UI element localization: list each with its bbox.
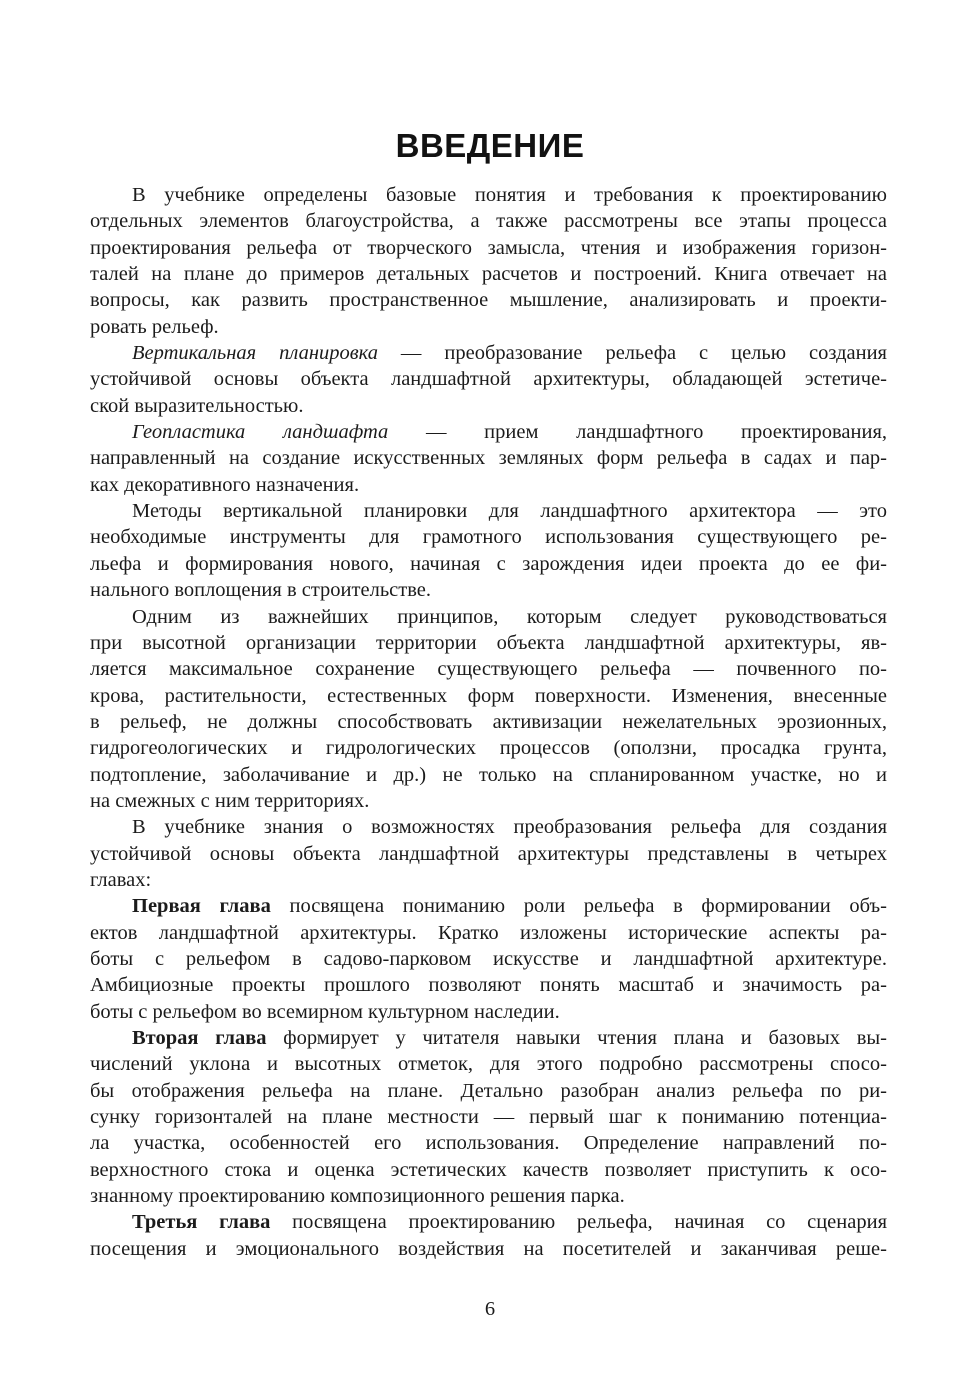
text-line [90, 630, 887, 656]
text-line [90, 314, 887, 340]
text-line [90, 577, 887, 603]
text-segment-normal: льефа и формирования нового, начиная с зарождения идеи проекта до ее фи- [90, 552, 887, 575]
text-line [90, 1236, 887, 1262]
text-segment-normal: ках декоративного назначения. [90, 473, 360, 496]
text-line [90, 1078, 887, 1104]
text-segment-normal: при высотной организации территории объекта ландшафтной архитектуры, яв- [90, 631, 887, 654]
text-line [90, 709, 887, 735]
text-segment-normal: верхностного стока и оценка эстетических качеств позволяет приступить к осо- [90, 1158, 887, 1181]
paragraph [90, 498, 887, 603]
text-line [90, 1183, 887, 1209]
text-segment-normal: — преобразование рельефа с целью создания [377, 342, 887, 365]
text-segment-normal: посвящена проектированию рельефа, начиная со сценария [270, 1211, 888, 1234]
text-segment-normal: боты с рельефом в садово-парковом искусстве и ландшафтной архитектуре. [90, 947, 887, 970]
text-line [90, 551, 887, 577]
text-line [90, 524, 887, 550]
text-line [90, 1051, 887, 1077]
text-line [90, 841, 887, 867]
paragraph [90, 1025, 887, 1209]
text-segment-normal: формирует у читателя навыки чтения плана и базовых вы- [266, 1027, 887, 1049]
text-segment-normal: устойчивой основы объекта ландшафтной архитектуры, обладающей эстетиче- [90, 368, 887, 391]
text-segment-normal: нального воплощения в строительстве. [90, 579, 432, 602]
paragraph [90, 340, 887, 419]
text-line [90, 235, 887, 261]
text-segment-normal: посещения и эмоционального воздействия на посетителей и заканчивая реше- [90, 1237, 887, 1260]
text-line [90, 1157, 887, 1183]
text-segment-normal: вопросы, как развить пространственное мышление, анализировать и проекти- [90, 289, 887, 312]
text-line [90, 893, 887, 919]
text-line [90, 445, 887, 471]
text-segment-normal: направленный на создание искусственных земляных форм рельефа в садах и пар- [90, 447, 887, 470]
text-segment-normal: необходимые инструменты для грамотного использования существующего ре- [90, 526, 887, 549]
text-line [90, 972, 887, 998]
text-segment-normal: ла участка, особенностей его использования. Определение направлений по- [90, 1132, 887, 1155]
text-line [90, 498, 887, 524]
text-line [90, 604, 887, 630]
text-segment-italic: Вертикальная планировка [132, 342, 378, 365]
text-line [90, 683, 887, 709]
text-segment-normal: ляется максимальное сохранение существующего рельефа — почвенного по- [90, 658, 887, 681]
paragraph [90, 182, 887, 340]
paragraph [90, 893, 887, 1025]
text-segment-normal: гидрогеологических и гидрологических процессов (оползни, просадка грунта, [90, 737, 887, 760]
text-segment-normal: крова, растительности, естественных форм поверхности. Изменения, внесенные [90, 684, 887, 707]
text-segment-normal: подтопление, заболачивание и др.) не только на спланированном участке, но и [90, 763, 887, 786]
text-segment-normal: сунку горизонталей на плане местности — первый шаг к пониманию потенциа- [90, 1106, 887, 1129]
text-line [90, 261, 887, 287]
text-segment-normal: устойчивой основы объекта ландшафтной архитектуры представлены в четырех [90, 842, 887, 865]
text-segment-normal: ровать рельеф. [90, 315, 219, 338]
paragraph [90, 814, 887, 893]
text-segment-normal: В учебнике определены базовые понятия и требования к проектированию [132, 184, 887, 206]
text-line [90, 340, 887, 366]
text-segment-normal: отдельных элементов благоустройства, а также рассмотрены все этапы процесса [90, 210, 887, 233]
paragraph [90, 419, 887, 498]
text-segment-bold: Вторая глава [132, 1027, 267, 1049]
text-segment-bold: Первая глава [132, 895, 271, 918]
text-line [90, 867, 887, 893]
text-segment-bold: Третья глава [132, 1211, 271, 1234]
page-title: ВВЕДЕНИЕ [395, 127, 585, 164]
text-segment-normal: талей на плане до примеров детальных расчетов и построений. Книга отвечает на [90, 263, 887, 286]
text-segment-normal: бы отображения рельефа на плане. Детально разобран анализ рельефа по ри- [90, 1079, 887, 1102]
text-line [90, 472, 887, 498]
text-segment-normal: посвящена пониманию роли рельефа в формировании объ- [270, 895, 887, 918]
text-segment-normal: знанному проектированию композиционного решения парка. [90, 1185, 625, 1208]
text-line [90, 735, 887, 761]
text-line [90, 1209, 887, 1235]
text-line [90, 1104, 887, 1130]
page-number: 6 [484, 1298, 496, 1320]
text-line [90, 182, 887, 208]
text-line [90, 419, 887, 445]
text-line [90, 920, 887, 946]
text-segment-normal: — прием ландшафтного проектирования, [388, 421, 888, 444]
text-line [90, 946, 887, 972]
paragraph [90, 604, 887, 815]
text-segment-normal: числений уклона и высотных отметок, для этого подробно рассмотрены спосо- [90, 1053, 887, 1076]
text-segment-normal: ектов ландшафтной архитектуры. Кратко изложены исторические аспекты ра- [90, 921, 887, 944]
text-segment-normal: В учебнике знания о возможностях преобразования рельефа для создания [132, 816, 887, 839]
text-segment-normal: в рельеф, не должны способствовать активизации нежелательных эрозионных, [90, 710, 887, 733]
text-line [90, 656, 887, 682]
text-line [90, 287, 887, 313]
text-line [90, 999, 887, 1025]
text-line [90, 1025, 887, 1051]
text-segment-normal: главах: [90, 868, 152, 891]
text-segment-normal: боты с рельефом во всемирном культурном наследии. [90, 1000, 560, 1023]
text-segment-normal: ской выразительностью. [90, 394, 304, 417]
text-line [90, 366, 887, 392]
text-segment-normal: Методы вертикальной планировки для ландшафтного архитектора — это [132, 500, 887, 523]
text-segment-normal: на смежных с ним территориях. [90, 789, 370, 812]
body-text [90, 182, 887, 1262]
text-segment-normal: Одним из важнейших принципов, которым следует руководствоваться [132, 605, 887, 628]
text-line [90, 762, 887, 788]
text-line [90, 814, 887, 840]
text-line [90, 1130, 887, 1156]
text-line [90, 393, 887, 419]
paragraph [90, 1209, 887, 1262]
text-line [90, 208, 887, 234]
text-line [90, 788, 887, 814]
text-segment-italic: Геопластика ландшафта [132, 421, 389, 444]
text-segment-normal: проектирования рельефа от творческого замысла, чтения и изображения горизон- [90, 236, 887, 259]
text-segment-normal: Амбициозные проекты прошлого позволяют понять масштаб и значимость ра- [90, 974, 887, 997]
